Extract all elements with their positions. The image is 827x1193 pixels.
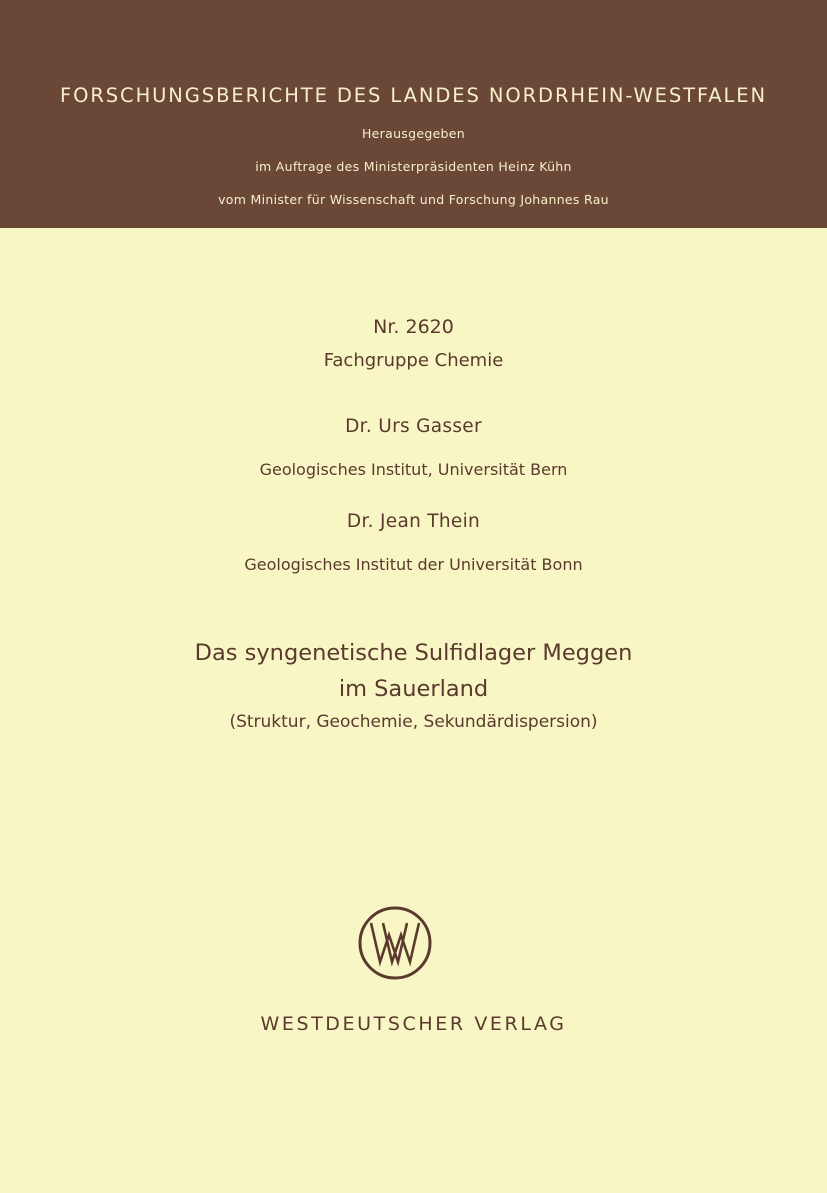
series-banner [0,0,827,228]
report-number: Nr. 2620 [373,316,454,338]
author-name: Dr. Jean Thein [346,511,481,532]
series-editor-line-2: im Auftrage des Ministerpräsidenten Heinz Kühn [255,159,572,174]
book-title-line-1: Das syngenetische Sulfidlager Meggen [194,640,633,666]
ww-monogram-icon [357,905,433,981]
book-title-line-2: im Sauerland [338,676,489,702]
series-title: FORSCHUNGSBERICHTE DES LANDES NORDRHEIN-WESTFALEN [59,84,768,107]
author-affiliation: Geologisches Institut, Universität Bern [259,460,568,479]
subject-group: Fachgruppe Chemie [323,350,504,371]
book-subtitle: (Struktur, Geochemie, Sekundärdispersion) [229,712,598,732]
publisher-name: WESTDEUTSCHER VERLAG [260,1013,567,1035]
author-name: Dr. Urs Gasser [345,416,482,437]
author-affiliation: Geologisches Institut der Universität Bonn [244,555,583,574]
series-editor-line-1: Herausgegeben [361,126,466,141]
series-editor-line-3: vom Minister für Wissenschaft und Forschung Johannes Rau [218,192,609,207]
